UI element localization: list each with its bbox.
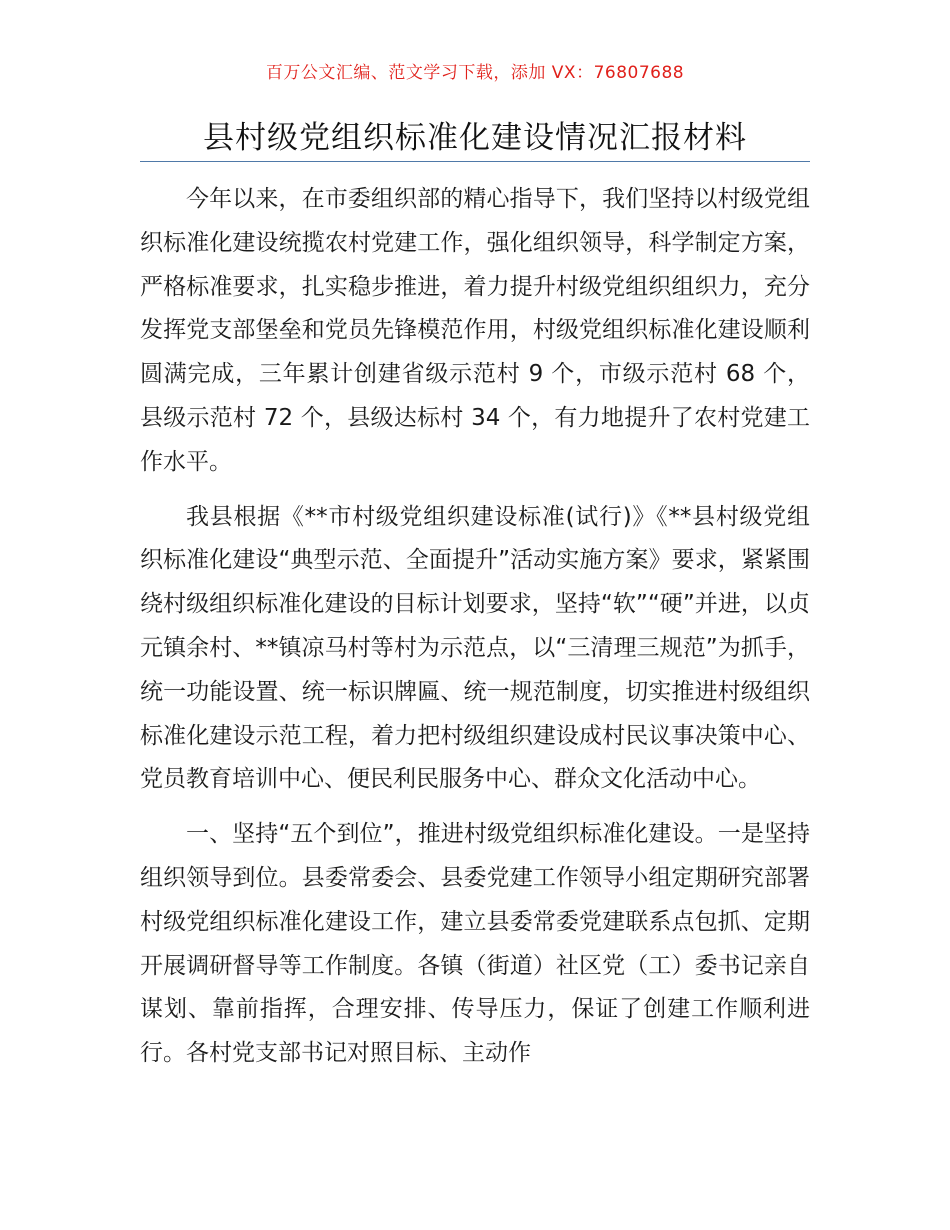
document-body (140, 178, 810, 1087)
header-watermark-note: 百万公文汇编、范文学习下载，添加 VX：76807688 (265, 63, 685, 83)
paragraph-section-one: 一、坚持“五个到位”，推进村级党组织标准化建设。一是坚持组织领导到位。县委常委会、县委党建工作领导小组定期研究部署村级党组织标准化建设工作，建立县委常委党建联系点包抓、定期开展调研督导等工作制度。各镇（街道）社区党（工）委书记亲自谋划、靠前指挥，合理安排、传导压力，保证了创建工作顺利进行。各村党支部书记对照目标、主动作 (140, 821, 810, 1067)
paragraph-basis: 我县根据《**市村级党组织建设标准(试行)》《**县村级党组织标准化建设“典型示范、全面提升”活动实施方案》要求，紧紧围绕村级组织标准化建设的目标计划要求，坚持“软”“硬”并进，以贞元镇余村、**镇凉马村等村为示范点，以“三清理三规范”为抓手，统一功能设置、统一标识牌匾、统一规范制度，切实推进村级组织标准化建设示范工程，着力把村级组织建设成村民议事决策中心、党员教育培训中心、便民利民服务中心、群众文化活动中心。 (140, 503, 810, 793)
title-divider (140, 161, 810, 162)
paragraph-intro: 今年以来，在市委组织部的精心指导下，我们坚持以村级党组织标准化建设统揽农村党建工作，强化组织领导，科学制定方案，严格标准要求，扎实稳步推进，着力提升村级党组织组织力，充分发挥党支部堡垒和党员先锋模范作用，村级党组织标准化建设顺利圆满完成，三年累计创建省级示范村 9 个，市级示范村 68 个，县级示范村 72 个，县级达标村 34 个，有力地提升了农村党建工作水平。 (140, 186, 810, 475)
document-title: 县村级党组织标准化建设情况汇报材料 (203, 120, 747, 156)
